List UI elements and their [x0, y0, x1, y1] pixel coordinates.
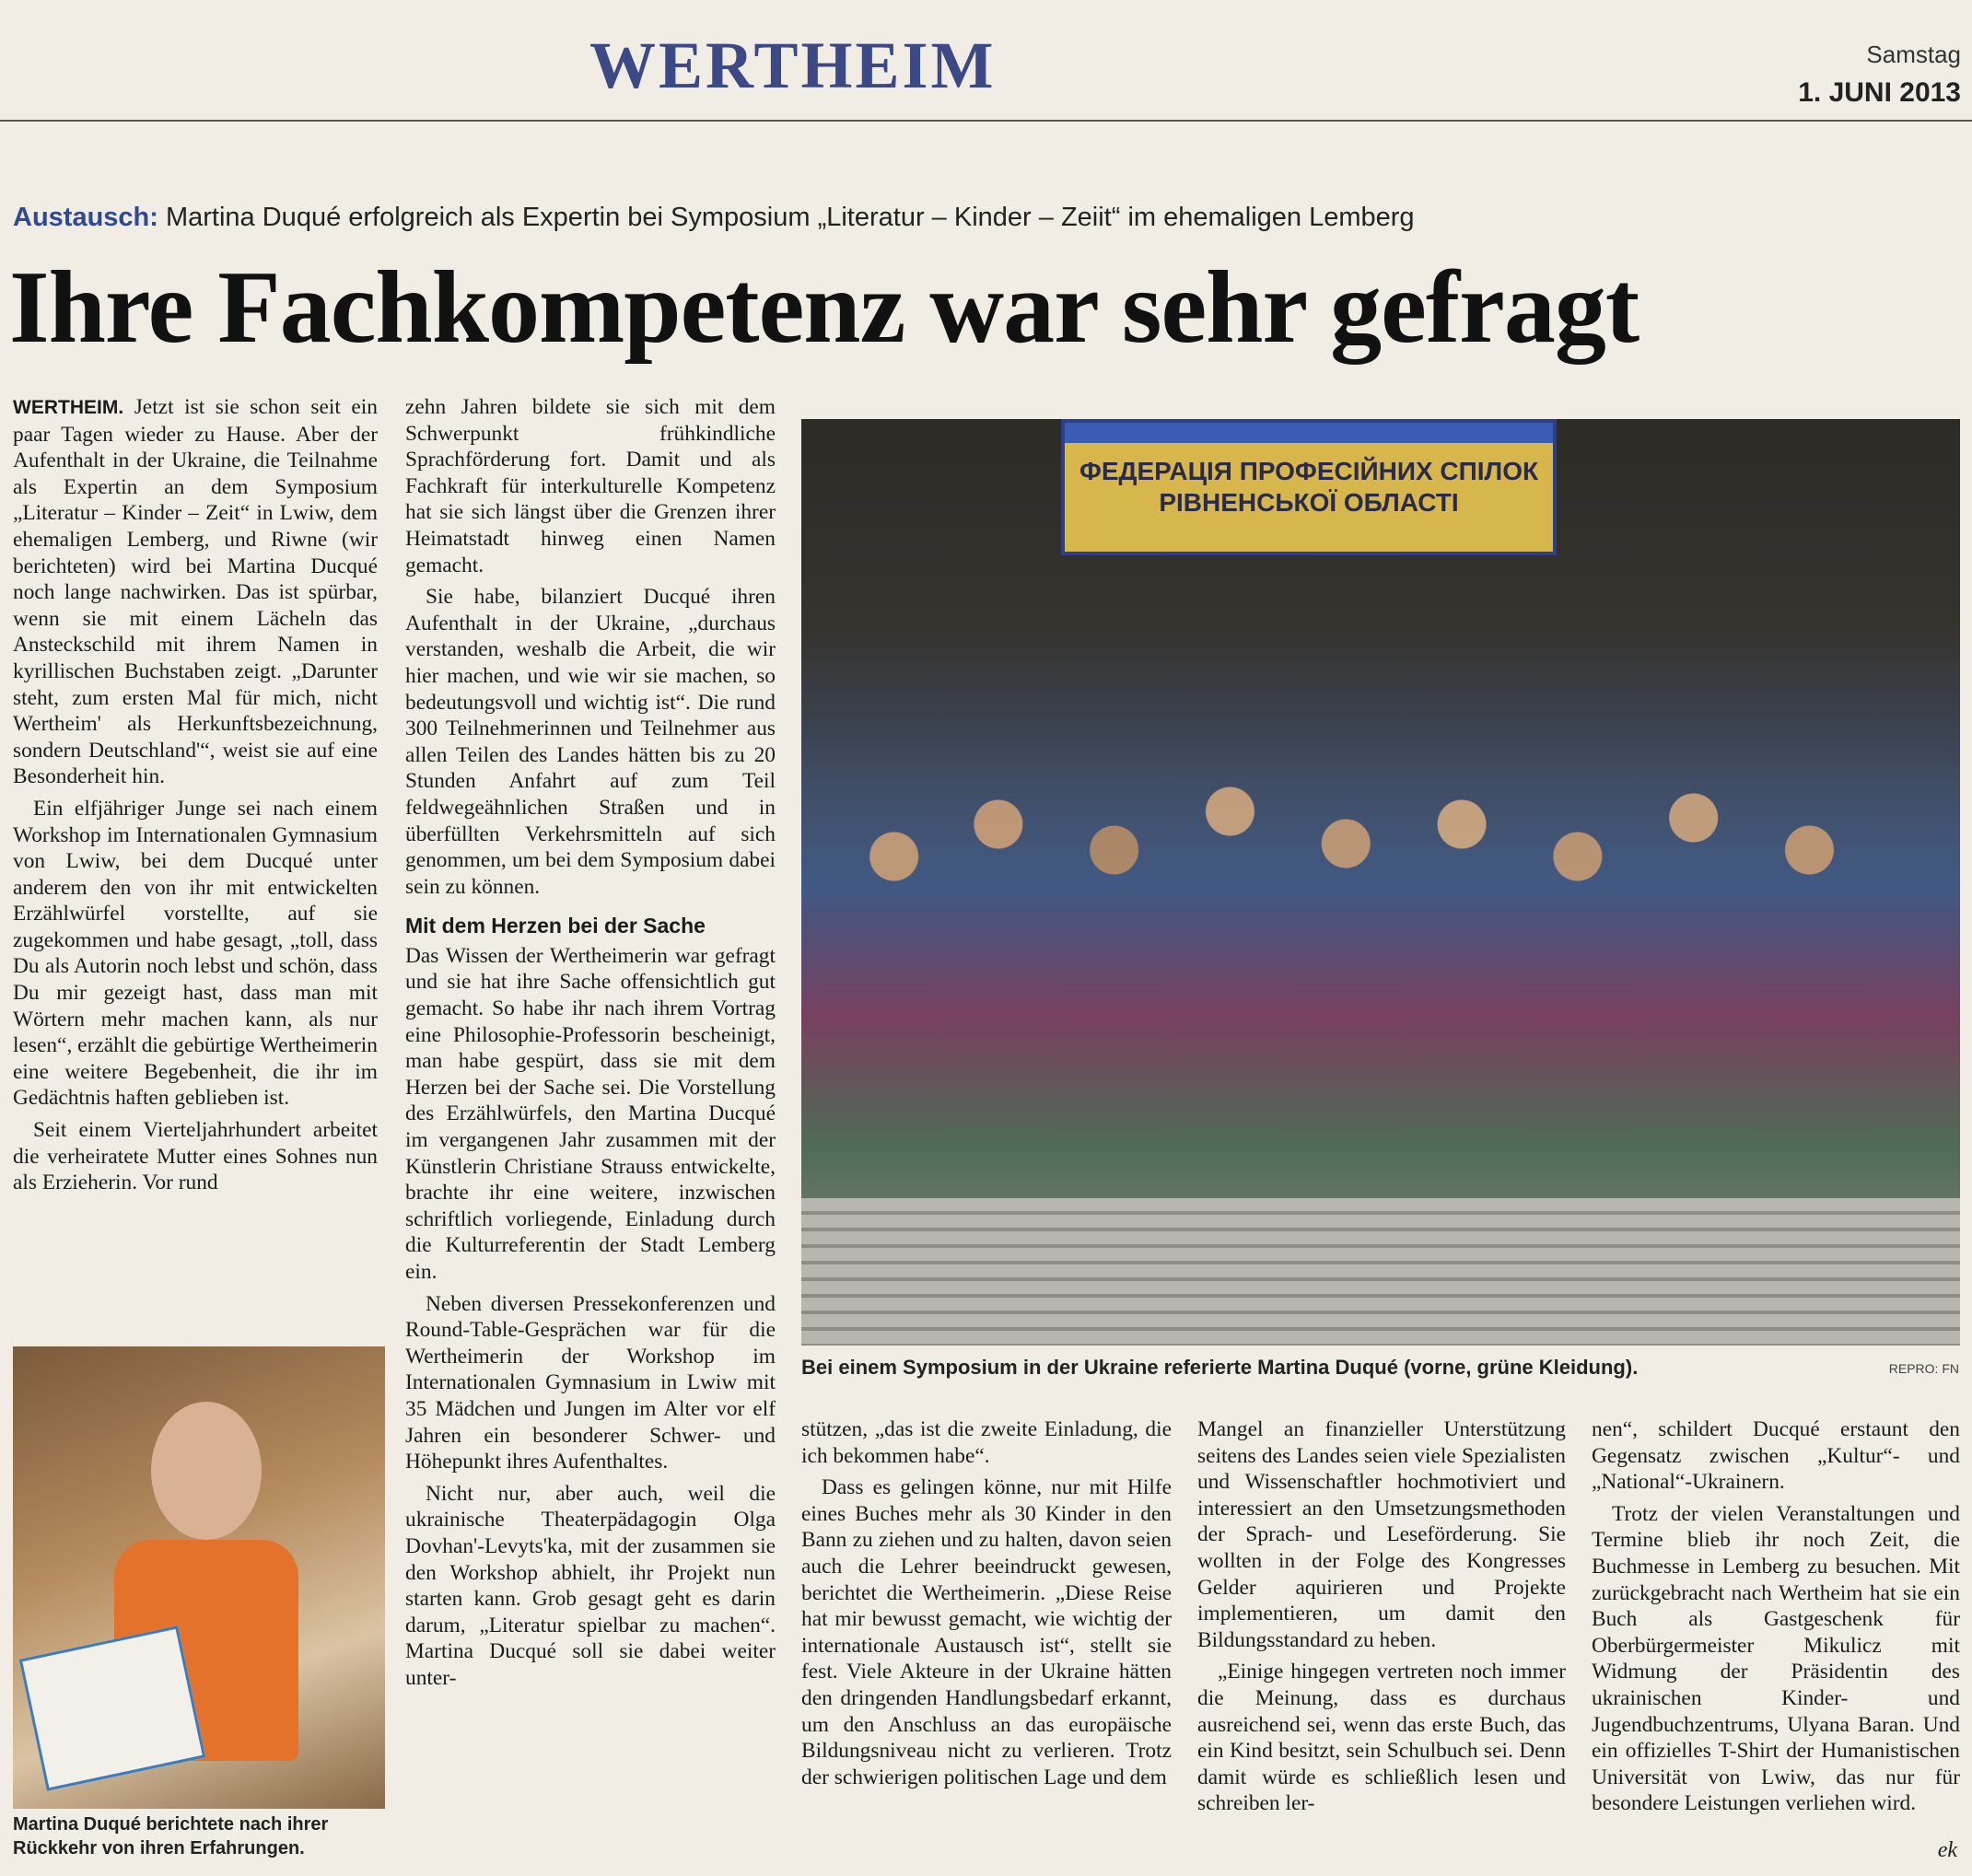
issue-date: 1. JUNI 2013: [1798, 77, 1961, 108]
portrait-caption: Martina Duqué berichtete nach ihrer Rückkehr von ihren Erfahrungen.: [13, 1814, 329, 1859]
building-steps: [801, 1198, 1960, 1346]
building-sign: [1061, 419, 1557, 555]
article-column-4: [1197, 1416, 1566, 1859]
subheading: Mit dem Herzen bei der Sache: [405, 914, 706, 938]
article-column-2: [405, 394, 776, 1812]
paragraph: zehn Jahren bildete sie sich mit dem Schwerpunkt frühkindliche Sprachförderung fort. Damit und als Fachkraft für interkulturelle Kompetenz hat sie sich längst über die Grenzen ihrer Heimatstadt hinweg einen Namen gemacht.: [405, 395, 776, 577]
sign-band: [1065, 423, 1553, 443]
article-column-5: [1592, 1416, 1960, 1859]
paragraph: Neben diversen Pressekonferenzen und Round-Table-Gesprächen war für die Wertheimerin der Workshop im Internationalen Gymnasium in Lwiw mit 35 Mädchen und Jungen im Alter vor elf Jahren ein besonderer Schwer- und Höhepunkt ihres Aufenthaltes.: [405, 1291, 776, 1474]
masthead-rule: [0, 120, 1972, 122]
photo-caption: Bei einem Symposium in der Ukraine referierte Martina Duqué (vorne, grüne Kleidung).: [801, 1356, 1639, 1379]
paragraph: Sie habe, bilanziert Ducqué ihren Aufenthalt in der Ukraine, „durchaus verstanden, weshalb die Arbeit, die wir hier machen, und wie wir sie machen, so bedeutungsvoll und wichtig ist“. Die rund 300 Teilnehmerinnen und Teilnehmer aus allen Teilen des Landes hätten bis zu 20 Stunden Anfahrt auf zum Teil feldwegeähnlichen Straßen und in überfüllten Verkehrsmitteln auf sich genommen, um bei dem Symposium dabei sein zu können.: [405, 585, 776, 899]
paragraph: Mangel an finanzieller Unterstützung seitens des Landes seien viele Spezialisten und Wissenschaftler hochmotiviert und interessiert an den Umsetzungsmethoden der Sprach- und Leseförderung. Sie wollten in der Folge des Kongresses Gelder aquirieren und Projekte implementieren, um damit den Bildungsstandard zu heben.: [1197, 1417, 1566, 1652]
dateline: WERTHEIM.: [13, 397, 124, 418]
paragraph: Dass es gelingen könne, nur mit Hilfe eines Buches mehr als 30 Kinder in den Bann zu ziehen und zu halten, davon seien auch die Lehrer beeindruckt gewesen, berichtet die Wertheimerin. „Diese Reise hat mir bewusst gemacht, wie wichtig der internationale Austausch ist“, stellt sie fest. Viele Akteure in der Ukraine hätten den dringenden Handlungsbedarf erkannt, um den Anschluss an das europäische Bildungsniveau nicht zu verlieren. Trotz der schwierigen politischen Lage und dem: [801, 1475, 1172, 1789]
masthead-title: WERTHEIM: [589, 29, 997, 102]
portrait-book: [19, 1625, 206, 1790]
paragraph: Das Wissen der Wertheimerin war gefragt und sie hat ihre Sache offensichtlich gut gemacht. So habe ihr nach ihrem Vortrag eine Philosophie-Professorin bescheinigt, man habe gespürt, dass sie mit dem Herzen bei der Sache sei. Die Vorstellung des Erzählwürfels, den Martina Ducqué im vergangenen Jahr zusammen mit der Künstlerin Christiane Strauss entwickelte, brachte ihr eine weitere, inzwischen schriftlich vorliegende, Einladung durch die Kulturreferentin der Stadt Lemberg ein.: [405, 943, 776, 1284]
photo-credit: REPRO: FN: [1888, 1361, 1959, 1376]
paragraph: Seit einem Vierteljahrhundert arbeitet die verheiratete Mutter eines Sohnes nun als Erzieherin. Vor rund: [13, 1118, 378, 1195]
kicker-text: Martina Duqué erfolgreich als Expertin bei Symposium „Literatur – Kinder – Zeiit“ im ehemaligen Lemberg: [165, 203, 1415, 232]
portrait-face: [151, 1402, 262, 1540]
kicker-label: Austausch:: [13, 203, 158, 232]
paragraph: [13, 394, 378, 790]
paragraph-text: Jetzt ist sie schon seit ein paar Tagen wieder zu Hause. Aber der Aufenthalt in der Ukraine, die Teilnahme als Expertin an dem Symposium „Literatur – Kinder – Zeit“ in Lwiw, dem ehemaligen Lemberg, und Riwne (wir berichteten) wird bei Martina Ducqué noch lange nachwirken. Das ist spürbar, wenn sie mit einem Lächeln das Ansteckschild mit ihrem Namen in kyrillischen Buchstaben zeigt. „Darunter steht, zum ersten Mal für mich, nicht Wertheim' als Herkunftsbezeichnung, sondern Deutschland'“, weist sie auf eine Besonderheit hin.: [13, 395, 378, 789]
paragraph: Nicht nur, aber auch, weil die ukrainische Theaterpädagogin Olga Dovhan'-Levyts'ka, mit der zusammen sie den Workshop abhielt, ihr Projekt nun starten kann. Grob gesagt geht es darin darum, „Literatur spielbar zu machen“. Martina Ducqué soll sie dabei weiter unter-: [405, 1481, 776, 1690]
paragraph: nen“, schildert Ducqué erstaunt den Gegensatz zwischen „Kultur“- und „National“-Ukrainern.: [1592, 1417, 1960, 1495]
paragraph: Trotz der vielen Veranstaltungen und Termine blieb ihr noch Zeit, die Buchmesse in Lemberg zu besuchen. Mit zurückgebracht nach Wertheim hat sie ein Buch als Gastgeschenk für Oberbürgermeister Mikulicz mit Widmung der Präsidentin des ukrainischen Kinder- und Jugendbuchzentrums, Ulyana Baran. Und ein offizielles T-Shirt der Humanistischen Universität von Lwiw, das nur für besondere Leistungen verliehen wird.: [1592, 1501, 1960, 1816]
article-column-3: [801, 1416, 1172, 1859]
crowd-of-participants: [801, 631, 1960, 1276]
portrait-photo: [13, 1346, 385, 1809]
paragraph: stützen, „das ist die zweite Einladung, die ich bekommen habe“.: [801, 1417, 1172, 1468]
paragraph: Ein elfjähriger Junge sei nach einem Workshop im Internationalen Gymnasium von Lwiw, bei dem Ducqué unter anderem den von ihr mit entwickelten Erzählwürfel vorstellte, auf sie zugekommen und habe gesagt, „toll, dass Du als Autorin noch lebst und schön, dass Du mir gezeigt hast, dass man mit Wörtern mehr machen kann, als nur lesen“, erzählt die gebürtige Wertheimerin eine weitere Begebenheit, die ihr im Gedächtnis haften geblieben ist.: [13, 796, 378, 1111]
paragraph: „Einige hingegen vertreten noch immer die Meinung, dass es durchaus ausreichend sei, wenn das erste Buch, das ein Kind besitzt, sein Schulbuch sei. Denn damit würde es schließlich lesen und schreiben ler-: [1197, 1660, 1566, 1816]
issue-day: Samstag: [1866, 41, 1961, 68]
headline: Ihre Fachkompetenz war sehr gefragt: [9, 251, 1639, 365]
group-photo: [801, 419, 1960, 1346]
article-column-1: [13, 394, 378, 1343]
kicker-line: [13, 203, 1415, 233]
author-signoff: ek: [1937, 1838, 1957, 1862]
sign-line-2: РІВНЕНСЬКОЇ ОБЛАСТІ: [1159, 488, 1459, 517]
sign-line-1: ФЕДЕРАЦІЯ ПРОФЕСІЙНИХ СПІЛОК: [1079, 457, 1539, 485]
